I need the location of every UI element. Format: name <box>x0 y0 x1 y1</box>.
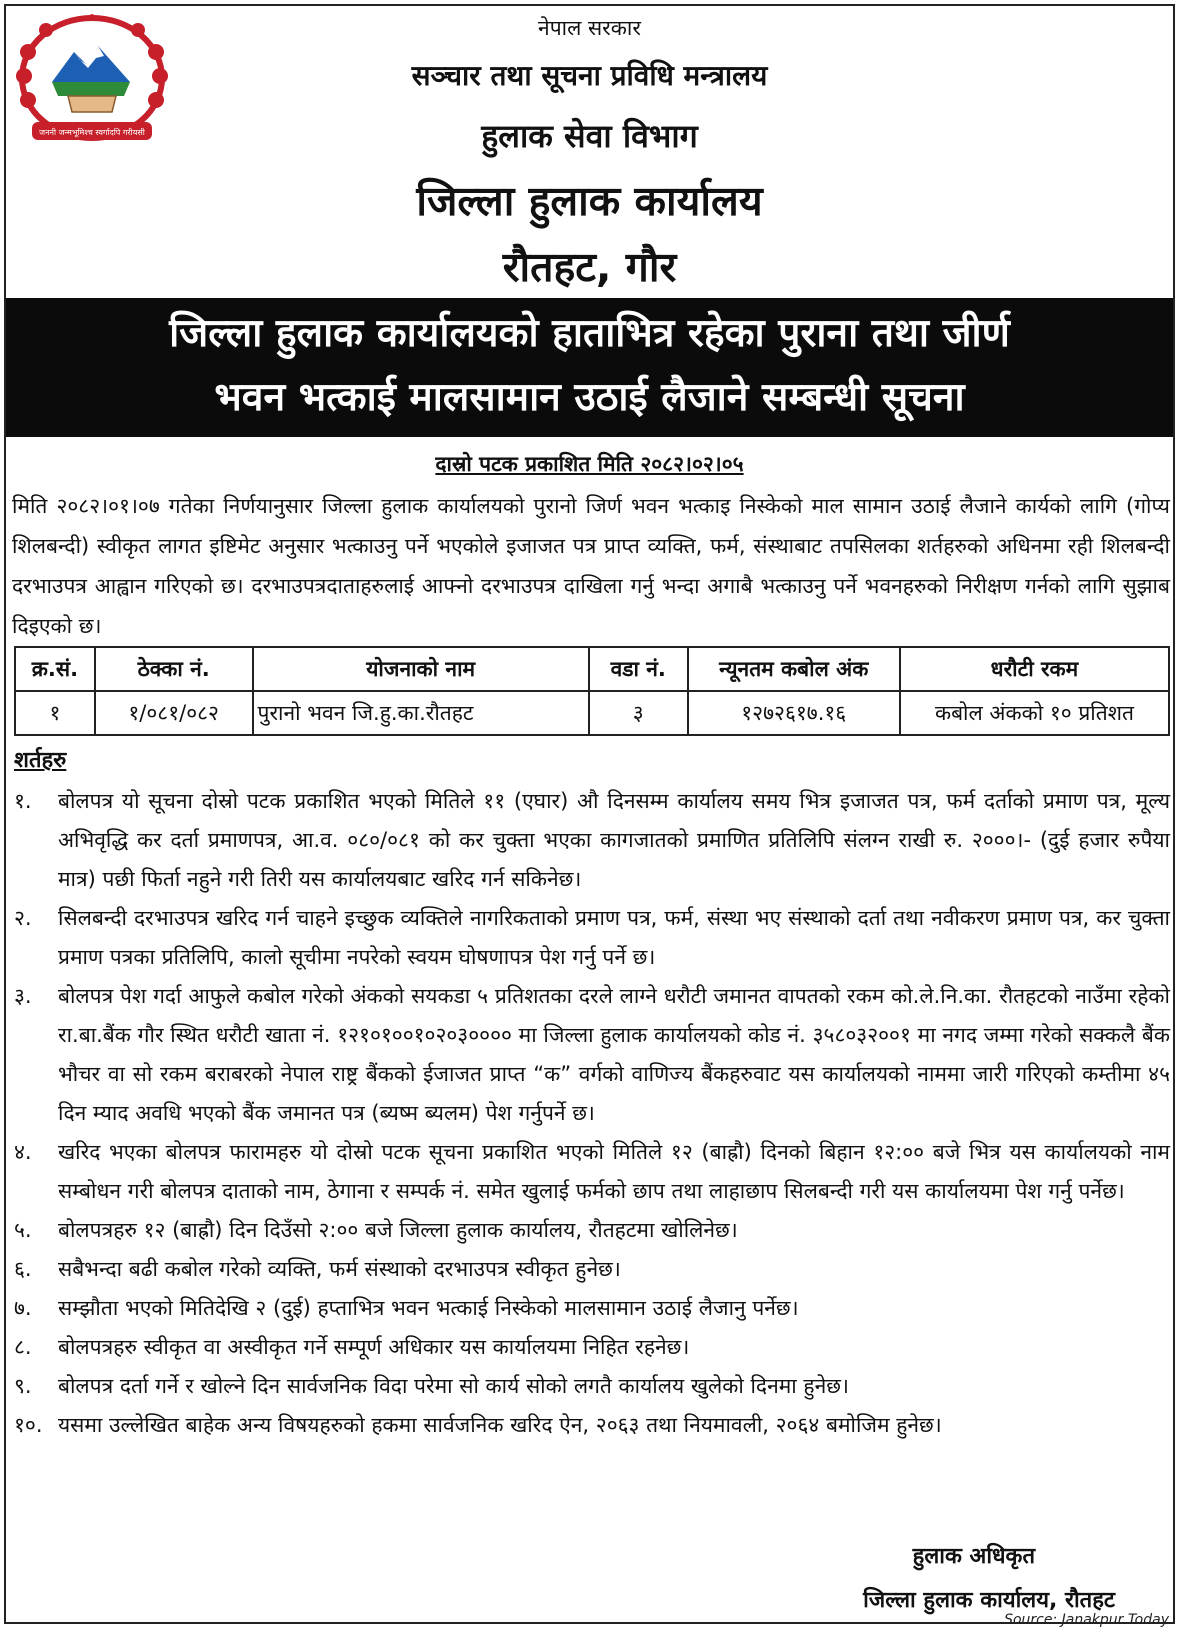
office-name: जिल्ला हुलाक कार्यालय <box>416 177 763 225</box>
office-location: रौतहट, गौर <box>502 243 677 291</box>
condition-text: खरिद भएका बोलपत्र फारामहरु यो दोस्रो पटक सूचना प्रकाशित भएको मितिले १२ (बाह्रौ) दिनको बिहान १२:०० बजे भित्र यस कार्यालयको नाम सम्बोधन गरी बोलपत्र दाताको नाम, ठेगाना र सम्पर्क नं. समेत खुलाई फर्मको छाप तथा लाहाछाप सिलबन्दी गरी यस कार्यालयमा पेश गर्नु पर्नेछ। <box>58 1140 1170 1203</box>
notice-title-banner <box>6 298 1173 437</box>
cell-contract-no: १/०८१/०८२ <box>95 691 253 735</box>
col-contract-no: ठेक्का नं. <box>95 647 253 691</box>
ministry-name: सञ्चार तथा सूचना प्रविधि मन्त्रालय <box>411 59 768 92</box>
col-serial: क्र.सं. <box>15 647 95 691</box>
condition-text: बोलपत्रहरु १२ (बाह्रौ) दिन दिउँसो २:०० बजे जिल्ला हुलाक कार्यालय, रौतहटमा खोलिनेछ। <box>58 1218 738 1242</box>
condition-text: सबैभन्दा बढी कबोल गरेको व्यक्ति, फर्म संस्थाको दरभाउपत्र स्वीकृत हुनेछ। <box>58 1257 621 1281</box>
department-name: हुलाक सेवा विभाग <box>481 117 698 155</box>
condition-number: ३. <box>14 984 32 1008</box>
conditions-title: शर्तहरु <box>14 748 67 773</box>
signatory-office: जिल्ला हुलाक कार्यालय, रौतहट <box>863 1588 1115 1613</box>
condition-item <box>14 1328 1170 1367</box>
condition-text: बोलपत्र पेश गर्दा आफुले कबोल गरेको अंकको सयकडा ५ प्रतिशतका दरले लाग्ने धरौटी जमानत वापतको रकम को.ले.नि.का. रौतहटको नाउँमा रहेको रा.बा.बैंक गौर स्थित धरौटी खाता नं. १२१०१००१०२०३०००० मा जिल्ला हुलाक कार्यालयको कोड नं. ३५८०३२००१ मा नगद जम्मा गरेको सक्कलै बैंक भौचर वा सो रकम बराबरको नेपाल राष्ट्र बैंकको ईजाजत प्राप्त “क” वर्गको वाणिज्य बैंकहरुवाट यस कार्यालयको नाममा जारी गरिएको कम्तीमा ४५ दिन म्याद अवधि भएको बैंक जमानत पत्र (ब्यष्म ब्यलम) पेश गर्नुपर्ने छ। <box>58 984 1170 1125</box>
condition-number: १०. <box>14 1413 43 1437</box>
condition-text: बोलपत्र दर्ता गर्ने र खोल्ने दिन सार्वजनिक विदा परेमा सो कार्य सोको लगतै कार्यालय खुलेको दिनमा हुनेछ। <box>58 1374 849 1398</box>
intro-paragraph: मिति २०८२।०१।०७ गतेका निर्णयानुसार जिल्ला हुलाक कार्यालयको पुरानो जिर्ण भवन भत्काइ निस्केको माल सामान उठाई लैजाने कार्यको लागि (गोप्य शिलबन्दी) स्वीकृत लागत इष्टिमेट अनुसार भत्काउनु पर्ने भएकोले इजाजत पत्र प्राप्त व्यक्ति, फर्म, संस्थाबाट तपसिलका शर्तहरुको अधिनमा रही शिलबन्दी दरभाउपत्र आह्वान गरिएको छ। दरभाउपत्रदाताहरुलाई आफ्नो दरभाउपत्र दाखिला गर्नु भन्दा अगाबै भत्काउनु पर्ने भवनहरुको निरीक्षण गर्नको लागि सुझाब दिइएको छ। <box>12 494 1170 638</box>
conditions-list <box>14 782 1170 1445</box>
notice-frame <box>4 4 1175 1624</box>
table-header-row <box>15 647 1169 691</box>
condition-item <box>14 1133 1170 1211</box>
condition-text: सिलबन्दी दरभाउपत्र खरिद गर्न चाहने इच्छुक व्यक्तिले नागरिकताको प्रमाण पत्र, फर्म, संस्था भए संस्थाको दर्ता तथा नवीकरण प्रमाण पत्र, कर चुक्ता प्रमाण पत्रका प्रतिलिपि, कालो सूचीमा नपरेको स्वयम घोषणापत्र पेश गर्नु पर्ने छ। <box>58 906 1170 969</box>
condition-item <box>14 782 1170 899</box>
condition-text: यसमा उल्लेखित बाहेक अन्य विषयहरुको हकमा सार्वजनिक खरिद ऐन, २०६३ तथा नियमावली, २०६४ बमोजिम हुनेछ। <box>58 1413 942 1437</box>
tender-table <box>14 646 1170 736</box>
condition-item <box>14 1211 1170 1250</box>
condition-item <box>14 899 1170 977</box>
signatory-title: हुलाक अधिकृत <box>912 1544 1035 1569</box>
condition-number: ५. <box>14 1218 32 1242</box>
cell-serial: १ <box>15 691 95 735</box>
condition-number: २. <box>14 906 32 930</box>
cell-min-bid: १२७२६१७.१६ <box>688 691 900 735</box>
condition-number: ६. <box>14 1257 32 1281</box>
condition-item <box>14 1289 1170 1328</box>
cell-project-name: पुरानो भवन जि.हु.का.रौतहट <box>253 691 589 735</box>
source-credit: Source: Janakpur Today <box>1004 1612 1169 1628</box>
condition-item <box>14 977 1170 1133</box>
col-project-name: योजनाको नाम <box>253 647 589 691</box>
notice-title-line1: जिल्ला हुलाक कार्यालयको हाताभित्र रहेका पुराना तथा जीर्ण <box>169 311 1010 356</box>
government-name: नेपाल सरकार <box>538 16 641 40</box>
condition-text: बोलपत्रहरु स्वीकृत वा अस्वीकृत गर्ने सम्पूर्ण अधिकार यस कार्यालयमा निहित रहनेछ। <box>58 1335 690 1359</box>
condition-number: १. <box>14 789 32 813</box>
condition-number: ४. <box>14 1140 32 1164</box>
emblem-motto: जननी जन्मभूमिश्च स्वर्गादपि गरीयसी <box>39 128 145 137</box>
col-deposit: धरौटी रकम <box>900 647 1169 691</box>
condition-number: ८. <box>14 1335 32 1359</box>
col-min-bid: न्यूनतम कबोल अंक <box>688 647 900 691</box>
cell-ward-no: ३ <box>589 691 688 735</box>
condition-item <box>14 1367 1170 1406</box>
condition-text: बोलपत्र यो सूचना दोस्रो पटक प्रकाशित भएको मितिले ११ (एघार) औ दिनसम्म कार्यालय समय भित्र इजाजत पत्र, फर्म दर्ताको प्रमाण पत्र, मूल्य अभिवृद्धि कर दर्ता प्रमाणपत्र, आ.व. ०८०/०८१ को कर चुक्ता भएका कागजातको प्रमाणित प्रतिलिपि संलग्न राखी रु. २०००।- (दुई हजार रुपैया मात्र) पछी फिर्ता नहुने गरी तिरी यस कार्यालयबाट खरिद गर्न सकिनेछ। <box>58 789 1170 891</box>
table-row <box>15 691 1169 735</box>
condition-number: ९. <box>14 1374 32 1398</box>
condition-text: सम्झौता भएको मितिदेखि २ (दुई) हप्ताभित्र भवन भत्काई निस्केको मालसामान उठाई लैजानु पर्नेछ। <box>58 1296 799 1320</box>
cell-deposit: कबोल अंकको १० प्रतिशत <box>900 691 1169 735</box>
condition-number: ७. <box>14 1296 32 1320</box>
col-ward-no: वडा नं. <box>589 647 688 691</box>
publish-date: दास्रो पटक प्रकाशित मिति २०८२।०२।०५ <box>435 452 744 476</box>
condition-item <box>14 1406 1170 1445</box>
condition-item <box>14 1250 1170 1289</box>
notice-title-line2: भवन भत्काई मालसामान उठाई लैजाने सम्बन्धी सूचना <box>214 375 965 420</box>
